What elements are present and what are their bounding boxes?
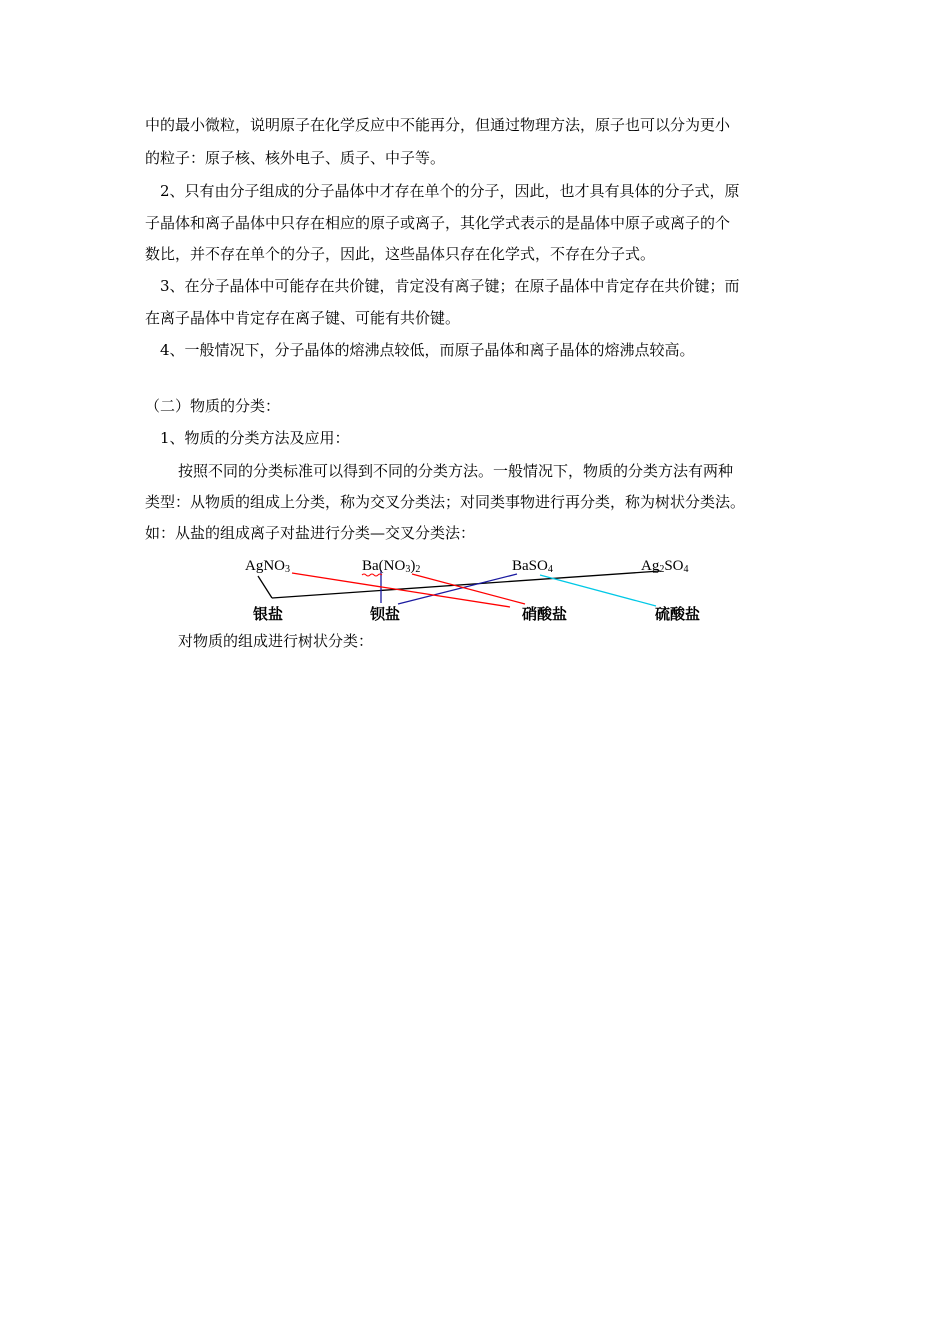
formula-baso4: BaSO$_4$: [512, 558, 553, 575]
paragraph-line-9: 按照不同的分类标准可以得到不同的分类方法。一般情况下，物质的分类方法有两种: [178, 462, 734, 480]
paragraph-line-5: 数比，并不存在单个的分子，因此，这些晶体只存在化学式，不存在分子式。: [145, 245, 656, 263]
link-baso4-sulfate: [540, 575, 656, 606]
subsection-heading: 1、物质的分类方法及应用：: [160, 429, 350, 447]
link-bano32-nitrate: [412, 574, 525, 604]
paragraph-line-6: 3、在分子晶体中可能存在共价键，肯定没有离子键；在原子晶体中肯定存在共价键；而: [160, 277, 740, 295]
formula-agno3: AgNO$_3$: [245, 558, 290, 575]
paragraph-line-2: 的粒子：原子核、核外电子、质子、中子等。: [145, 149, 446, 167]
formula-bano32: $Ba(NO_3)_2$: [362, 558, 421, 575]
paragraph-line-12: 对物质的组成进行树状分类：: [178, 632, 374, 650]
link-baso4-barium-salt: [398, 574, 517, 604]
formula-ag2so4: $Ag_2SO_4$: [641, 558, 689, 575]
category-sulfate: 硫酸盐: [655, 605, 701, 623]
paragraph-line-10: 类型：从物质的组成上分类，称为交叉分类法；对同类事物进行再分类，称为树状分类法。: [145, 493, 746, 511]
category-silver-salt: 银盐: [253, 605, 284, 623]
link-ag2so4-silver-salt: [272, 571, 660, 598]
paragraph-line-3: 2、只有由分子组成的分子晶体中才存在单个的分子，因此，也才具有具体的分子式，原: [160, 182, 740, 200]
paragraph-line-4: 子晶体和离子晶体中只存在相应的原子或离子，其化学式表示的是晶体中原子或离子的个: [145, 214, 731, 232]
paragraph-line-11: 如：从盐的组成离子对盐进行分类—交叉分类法：: [145, 524, 476, 542]
paragraph-line-1: 中的最小微粒，说明原子在化学反应中不能再分，但通过物理方法，原子也可以分为更小: [145, 116, 731, 134]
link-agno3-nitrate: [292, 573, 510, 607]
link-agno3-silver-salt: [258, 576, 272, 598]
category-barium-salt: 钡盐: [370, 605, 401, 623]
section-heading: （二）物质的分类：: [145, 397, 281, 415]
paragraph-line-7: 在离子晶体中肯定存在离子键、可能有共价键。: [145, 309, 461, 327]
paragraph-line-8: 4、一般情况下，分子晶体的熔沸点较低，而原子晶体和离子晶体的熔沸点较高。: [160, 341, 695, 359]
category-nitrate: 硝酸盐: [522, 605, 568, 623]
